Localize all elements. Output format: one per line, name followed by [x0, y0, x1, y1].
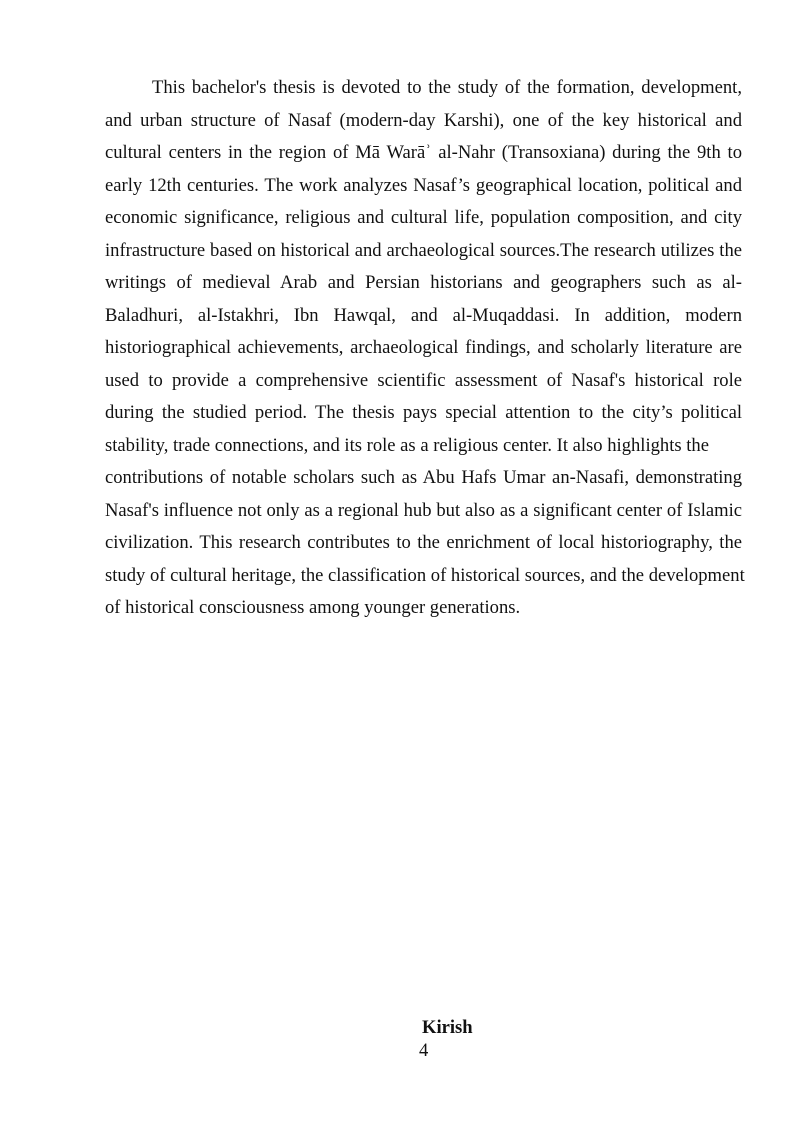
page-number: 4 — [419, 1040, 429, 1061]
abstract-line: used to provide a comprehensive scientific assessment of Nasaf's historical role — [105, 369, 742, 391]
abstract-line: cultural centers in the region of Mā Warāʾ al-Nahr (Transoxiana) during the 9th to — [105, 142, 742, 163]
abstract-line: historiographical achievements, archaeological findings, and scholarly literature are — [105, 337, 742, 358]
abstract-line: and urban structure of Nasaf (modern-day Karshi), one of the key historical and — [105, 109, 742, 131]
abstract-line: study of cultural heritage, the classification of historical sources, and the development — [105, 564, 745, 586]
section-heading: Kirish — [422, 1017, 473, 1038]
abstract-line: This bachelor's thesis is devoted to the study of the formation, development, — [152, 77, 742, 98]
abstract-paragraph — [105, 72, 745, 625]
abstract-line: during the studied period. The thesis pays special attention to the city’s political — [105, 402, 742, 423]
abstract-line: Nasaf's influence not only as a regional hub but also as a significant center of Islamic — [105, 499, 742, 521]
abstract-line: infrastructure based on historical and archaeological sources.The research utilizes the — [105, 239, 742, 261]
abstract-line: of historical consciousness among younger generations. — [105, 597, 521, 618]
abstract-line: contributions of notable scholars such as Abu Hafs Umar an-Nasafi, demonstrating — [105, 467, 742, 488]
abstract-line: early 12th centuries. The work analyzes Nasaf’s geographical location, political and — [105, 174, 742, 196]
abstract-line: economic significance, religious and cultural life, population composition, and city — [105, 207, 742, 228]
abstract-line: civilization. This research contributes to the enrichment of local historiography, the — [105, 532, 742, 553]
abstract-line: Baladhuri, al-Istakhri, Ibn Hawqal, and al-Muqaddasi. In addition, modern — [105, 304, 742, 326]
abstract-line: stability, trade connections, and its role as a religious center. It also highlights the — [105, 434, 709, 456]
abstract-line: writings of medieval Arab and Persian historians and geographers such as al- — [105, 272, 742, 293]
